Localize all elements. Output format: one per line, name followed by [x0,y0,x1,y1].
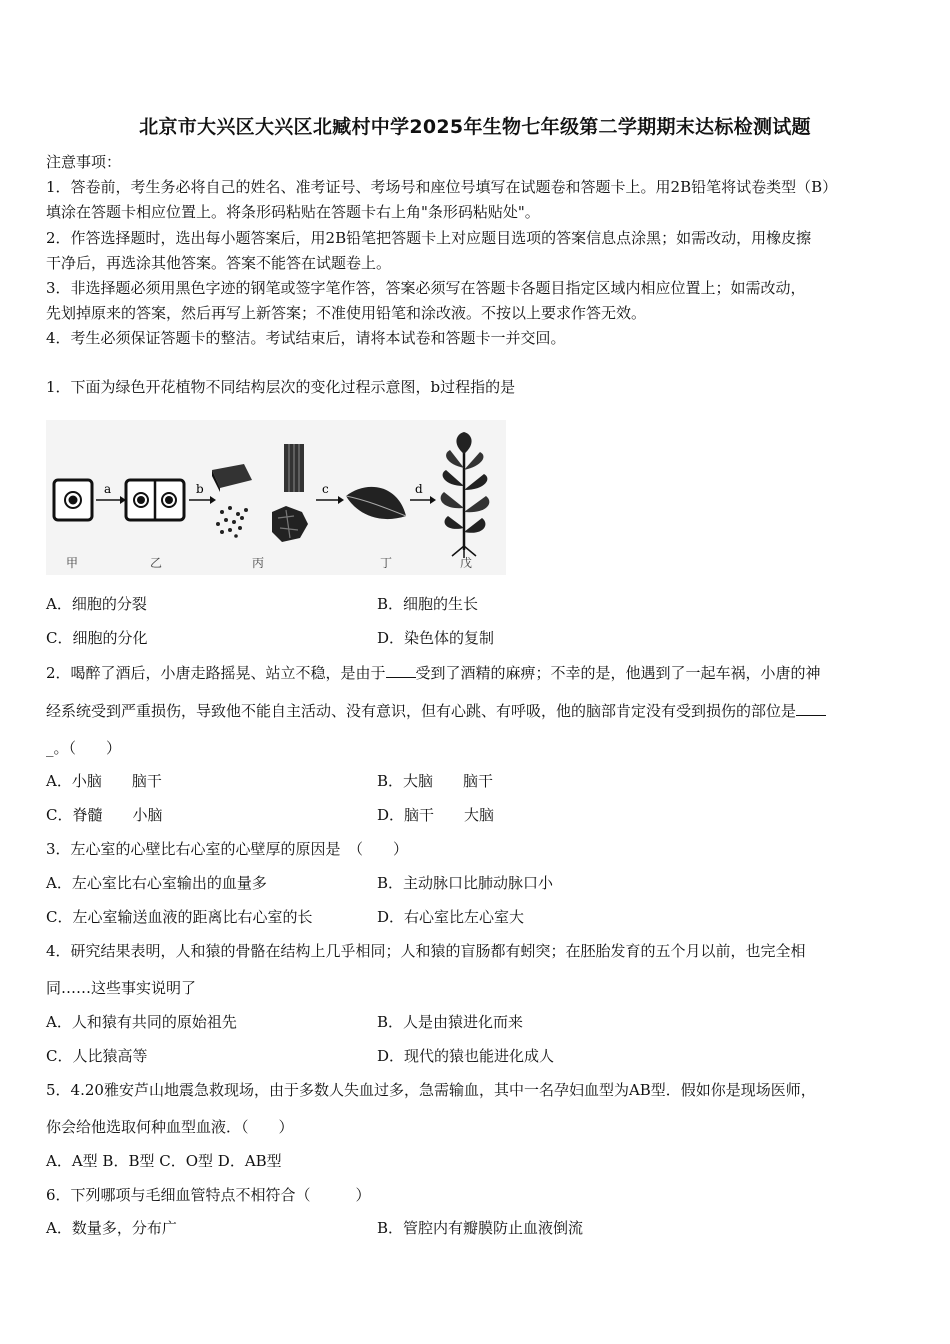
arrow-d-label: d [415,482,423,496]
stage-label-wu: 戊 [460,556,473,570]
answer-blank [796,701,826,716]
q4-option-a: A．人和猿有共同的原始祖先 [46,1013,237,1031]
q6-option-a: A．数量多，分布广 [46,1219,177,1237]
q2-text-part-1: 2．喝醉了酒后，小唐走路摇晃、站立不稳，是由于 [46,664,386,682]
q3-option-b: B．主动脉口比肺动脉口小 [377,874,554,892]
q5-options: A．A型 B．B型 C．O型 D．AB型 [46,1152,282,1170]
question-3-stem: 3．左心室的心壁比右心室的心壁厚的原因是 （ ） [46,840,409,858]
stage-label-bing: 丙 [252,556,265,570]
stage-label-jia: 甲 [66,556,79,570]
notice-line: 3．非选择题必须用黑色字迹的钢笔或签字笔作答，答案必须写在答题卡各题目指定区域内相应位置上；如需改动， [46,279,806,297]
q1-option-a: A．细胞的分裂 [46,595,147,613]
q2-option-d: D．脑干 大脑 [377,806,495,824]
q2-option-c: C．脊髓 小脑 [46,806,163,824]
stage-label-yi: 乙 [150,556,163,570]
q3-option-d: D．右心室比左心室大 [377,908,525,926]
arrow-b-label: b [196,482,204,496]
notice-line: 4．考生必须保证答题卡的整洁。考试结束后，请将本试卷和答题卡一并交回。 [46,329,566,347]
question-1-stem: 1．下面为绿色开花植物不同结构层次的变化过程示意图，b过程指的是 [46,378,516,396]
notice-line: 先划掉原来的答案，然后再写上新答案；不准使用铅笔和涂改液。不按以上要求作答无效。 [46,304,647,322]
question-4-line-1: 4．研究结果表明，人和猿的骨骼在结构上几乎相同；人和猿的盲肠都有蚓突；在胚胎发育的五个月以前，也完全相 [46,942,806,960]
q1-option-d: D．染色体的复制 [377,629,495,647]
question-6-stem: 6．下列哪项与毛细血管特点不相符合（ ） [46,1186,371,1204]
q1-option-c: C．细胞的分化 [46,629,148,647]
cell-single-icon [54,480,92,520]
arrow-a-label: a [104,482,112,496]
notice-line: 干净后，再选涂其他答案。答案不能答在试题卷上。 [46,254,392,272]
cell-divided-icon [126,480,184,520]
page-title: 北京市大兴区大兴区北臧村中学2025年生物七年级第二学期期末达标检测试题 [139,116,811,138]
notice-heading: 注意事项： [46,153,122,171]
question-2-line-2 [46,700,826,721]
q4-option-d: D．现代的猿也能进化成人 [377,1047,555,1065]
q3-option-c: C．左心室输送血液的距离比右心室的长 [46,908,313,926]
answer-blank [386,663,416,678]
q2-text-part-2: 受到了酒精的麻痹；不幸的是，他遇到了一起车祸，小唐的神 [415,664,821,682]
q2-option-a: A．小脑 脑干 [46,772,162,790]
question-2-line-1 [46,662,821,683]
q2-text-part-3: 经系统受到严重损伤，导致他不能自主活动、没有意识，但有心跳、有呼吸，他的脑部肯定没有受到损伤的部位是 [46,702,797,720]
plant-structure-figure [46,420,506,575]
question-5-line-2: 你会给他选取何种血型血液．（ ） [46,1118,294,1136]
q6-option-b: B．管腔内有瓣膜防止血液倒流 [377,1219,584,1237]
notice-line: 填涂在答题卡相应位置上。将条形码粘贴在答题卡右上角"条形码粘贴处"。 [46,203,540,221]
arrow-c-label: c [322,482,329,496]
q4-option-b: B．人是由猿进化而来 [377,1013,524,1031]
q3-option-a: A．左心室比右心室输出的血量多 [46,874,267,892]
q1-option-b: B．细胞的生长 [377,595,479,613]
question-5-line-1: 5．4.20雅安芦山地震急救现场，由于多数人失血过多，急需输血，其中一名孕妇血型为AB型．假如你是现场医师， [46,1081,816,1099]
q2-option-b: B．大脑 脑干 [377,772,494,790]
question-4-line-2: 同……这些事实说明了 [46,979,197,997]
notice-line: 2．作答选择题时，选出每小题答案后，用2B铅笔把答题卡上对应题目选项的答案信息点涂黑；如需改动，用橡皮擦 [46,229,812,247]
q4-option-c: C．人比猿高等 [46,1047,148,1065]
stage-label-ding: 丁 [380,556,393,570]
question-2-line-3: _。（ ） [46,739,122,757]
notice-line: 1．答卷前，考生务必将自己的姓名、准考证号、考场号和座位号填写在试题卷和答题卡上。用2B铅笔将试卷类型（B） [46,178,838,196]
